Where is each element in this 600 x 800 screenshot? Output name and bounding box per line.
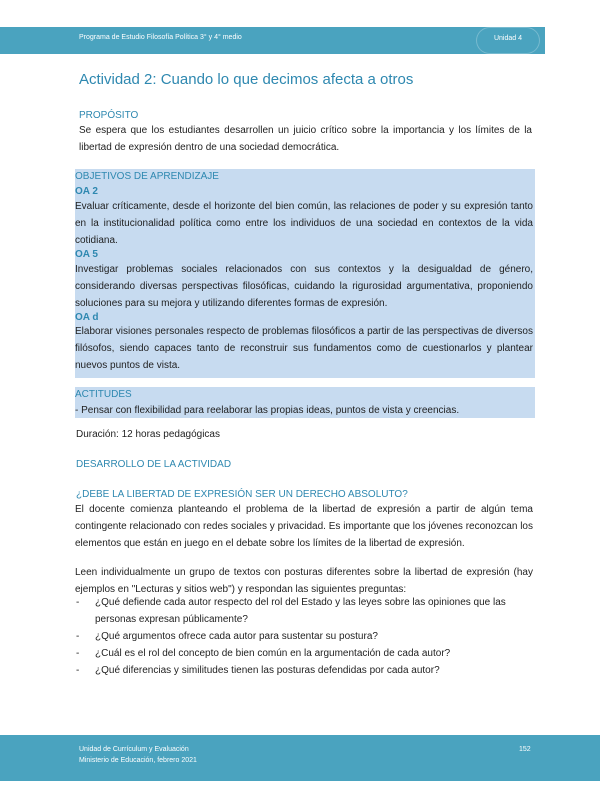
intro-paragraph: El docente comienza planteando el problema de la libertad de expresión a partir de algún tema contingente relacionado con redes sociales y privacidad. Es importante que los jóvenes reconozcan los elementos que están en juego en el debate sobre los límites de la libertad de expresión. xyxy=(75,504,533,549)
oa-code: OA d xyxy=(75,312,99,323)
page-number: 152 xyxy=(519,746,531,753)
bullet-marker: - xyxy=(76,648,80,659)
list-item xyxy=(75,662,533,679)
oa-code: OA 5 xyxy=(75,249,98,260)
oa-text: Evaluar críticamente, desde el horizonte del bien común, las relaciones de poder y su expresión tanto en la institucionalidad política como entre los individuos de una sociedad en contextos de la vida cotidiana. xyxy=(75,201,533,246)
question-text: ¿Cuál es el rol del concepto de bien común en la argumentación de cada autor? xyxy=(95,648,451,659)
attitudes-text: - Pensar con flexibilidad para reelaborar las propias ideas, puntos de vista y creencias. xyxy=(75,405,460,416)
purpose-heading: PROPÓSITO xyxy=(79,110,139,121)
program-title: Programa de Estudio Filosofía Política 3° y 4° medio xyxy=(79,34,242,41)
question-text: ¿Qué argumentos ofrece cada autor para sustentar su postura? xyxy=(95,631,378,642)
purpose-text: Se espera que los estudiantes desarrollen un juicio crítico sobre la importancia y los límites de la libertad de expresión dentro de una sociedad democrática. xyxy=(79,125,532,153)
list-item xyxy=(75,594,533,628)
bullet-marker: - xyxy=(76,597,80,608)
attitudes-heading: ACTITUDES xyxy=(75,389,132,400)
objectives-heading: OBJETIVOS DE APRENDIZAJE xyxy=(75,171,219,182)
footer-unit: Unidad de Currículum y Evaluación xyxy=(79,746,189,753)
oa-text: Investigar problemas sociales relacionados con sus contextos y la desigualdad de género, considerando diversas perspectivas filosóficas, cuidando la rigurosidad argumentativa, proponiendo soluciones para su mejora y utilizando diferentes formas de expresión. xyxy=(75,264,533,309)
unit-badge xyxy=(476,27,540,54)
activity-title: Actividad 2: Cuando lo que decimos afecta a otros xyxy=(79,71,414,88)
bullet-marker: - xyxy=(76,631,80,642)
question-heading: ¿DEBE LA LIBERTAD DE EXPRESIÓN SER UN DERECHO ABSOLUTO? xyxy=(76,489,408,500)
development-heading: DESARROLLO DE LA ACTIVIDAD xyxy=(76,459,232,470)
list-item xyxy=(75,628,533,645)
list-item xyxy=(75,645,533,662)
question-list xyxy=(75,594,533,679)
question-text: ¿Qué defiende cada autor respecto del rol del Estado y las leyes sobre las opiniones que las personas expresan públicamente? xyxy=(95,597,506,625)
reading-paragraph: Leen individualmente un grupo de textos con posturas diferentes sobre la libertad de expresión (hay ejemplos en "Lecturas y sitios web") y respondan las siguientes preguntas: xyxy=(75,567,533,595)
unit-label: Unidad 4 xyxy=(493,35,523,42)
question-text: ¿Qué diferencias y similitudes tienen las posturas defendidas por cada autor? xyxy=(95,665,440,676)
bullet-marker: - xyxy=(76,665,80,676)
oa-text: Elaborar visiones personales respecto de problemas filosóficos a partir de las perspectivas de diversos filósofos, siendo capaces tanto de reconstruir sus fundamentos como de cuestionarlos y plantear nuevos puntos de vista. xyxy=(75,326,533,371)
duration: Duración: 12 horas pedagógicas xyxy=(76,429,220,440)
footer-ministry: Ministerio de Educación, febrero 2021 xyxy=(79,757,197,764)
oa-code: OA 2 xyxy=(75,186,98,197)
